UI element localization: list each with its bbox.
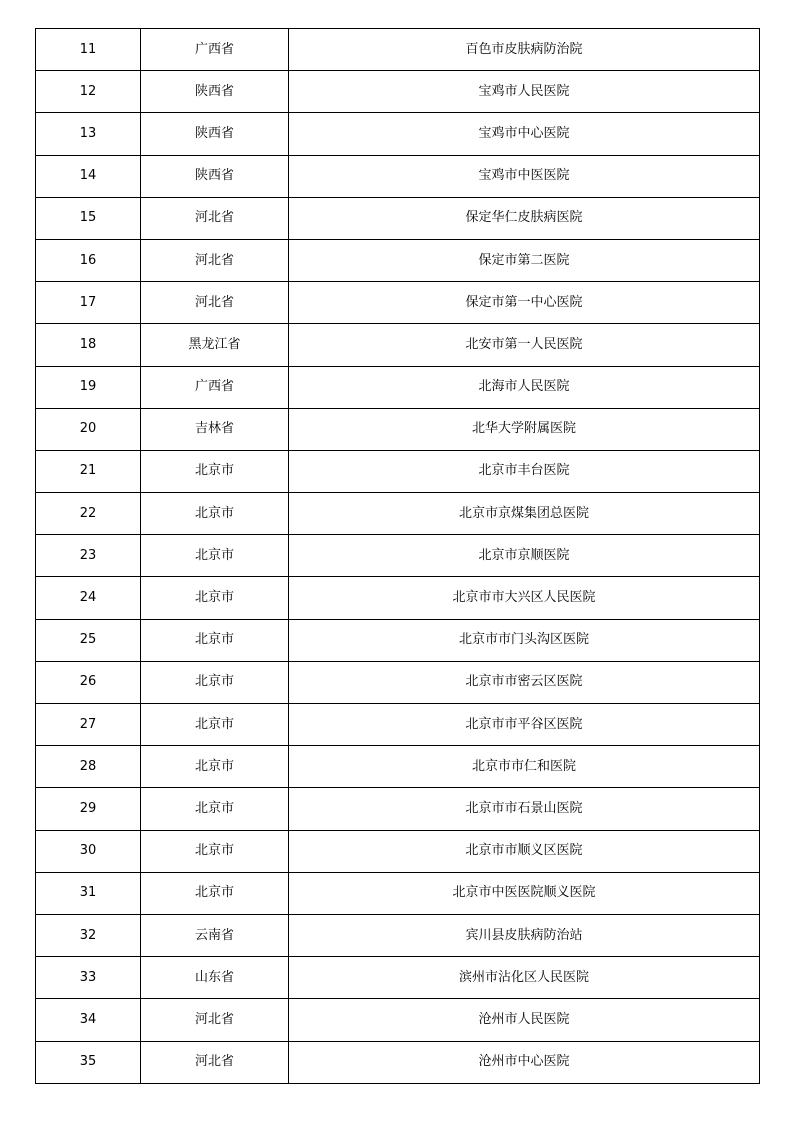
hospital-table <box>35 28 760 1084</box>
row-number-cell: 20 <box>36 408 141 450</box>
table-row <box>36 872 760 914</box>
row-number-cell: 18 <box>36 324 141 366</box>
province-cell: 北京市 <box>141 450 289 492</box>
hospital-name-cell: 保定华仁皮肤病医院 <box>289 197 760 239</box>
table-row <box>36 619 760 661</box>
table-row <box>36 324 760 366</box>
table-row <box>36 704 760 746</box>
row-number-cell: 28 <box>36 746 141 788</box>
table-row <box>36 71 760 113</box>
province-cell: 北京市 <box>141 661 289 703</box>
table-row <box>36 914 760 956</box>
hospital-name-cell: 宝鸡市中医医院 <box>289 155 760 197</box>
province-cell: 北京市 <box>141 493 289 535</box>
province-cell: 陕西省 <box>141 155 289 197</box>
table-row <box>36 408 760 450</box>
row-number-cell: 35 <box>36 1041 141 1083</box>
hospital-name-cell: 宝鸡市中心医院 <box>289 113 760 155</box>
province-cell: 北京市 <box>141 746 289 788</box>
table-row <box>36 746 760 788</box>
table-body <box>36 29 760 1084</box>
table-row <box>36 830 760 872</box>
province-cell: 北京市 <box>141 830 289 872</box>
row-number-cell: 27 <box>36 704 141 746</box>
table-row <box>36 450 760 492</box>
row-number-cell: 30 <box>36 830 141 872</box>
row-number-cell: 34 <box>36 999 141 1041</box>
hospital-name-cell: 沧州市人民医院 <box>289 999 760 1041</box>
hospital-name-cell: 宝鸡市人民医院 <box>289 71 760 113</box>
province-cell: 河北省 <box>141 999 289 1041</box>
province-cell: 北京市 <box>141 619 289 661</box>
row-number-cell: 24 <box>36 577 141 619</box>
table-row <box>36 535 760 577</box>
province-cell: 北京市 <box>141 788 289 830</box>
table-row <box>36 999 760 1041</box>
row-number-cell: 15 <box>36 197 141 239</box>
province-cell: 河北省 <box>141 282 289 324</box>
province-cell: 河北省 <box>141 239 289 281</box>
hospital-name-cell: 北京市市顺义区医院 <box>289 830 760 872</box>
province-cell: 广西省 <box>141 366 289 408</box>
table-row <box>36 282 760 324</box>
row-number-cell: 21 <box>36 450 141 492</box>
hospital-name-cell: 北京市京顺医院 <box>289 535 760 577</box>
province-cell: 山东省 <box>141 957 289 999</box>
province-cell: 广西省 <box>141 29 289 71</box>
table-row <box>36 29 760 71</box>
hospital-name-cell: 北京市丰台医院 <box>289 450 760 492</box>
hospital-name-cell: 北海市人民医院 <box>289 366 760 408</box>
table-row <box>36 577 760 619</box>
row-number-cell: 31 <box>36 872 141 914</box>
table-row <box>36 113 760 155</box>
table-row <box>36 661 760 703</box>
table-row <box>36 1041 760 1083</box>
hospital-name-cell: 宾川县皮肤病防治站 <box>289 914 760 956</box>
province-cell: 云南省 <box>141 914 289 956</box>
hospital-name-cell: 保定市第一中心医院 <box>289 282 760 324</box>
province-cell: 河北省 <box>141 1041 289 1083</box>
province-cell: 河北省 <box>141 197 289 239</box>
hospital-name-cell: 沧州市中心医院 <box>289 1041 760 1083</box>
row-number-cell: 14 <box>36 155 141 197</box>
hospital-name-cell: 北京市市仁和医院 <box>289 746 760 788</box>
hospital-name-cell: 北京市市大兴区人民医院 <box>289 577 760 619</box>
row-number-cell: 22 <box>36 493 141 535</box>
row-number-cell: 12 <box>36 71 141 113</box>
row-number-cell: 32 <box>36 914 141 956</box>
hospital-name-cell: 北华大学附属医院 <box>289 408 760 450</box>
province-cell: 北京市 <box>141 535 289 577</box>
table-row <box>36 366 760 408</box>
province-cell: 吉林省 <box>141 408 289 450</box>
table-row <box>36 197 760 239</box>
province-cell: 北京市 <box>141 872 289 914</box>
table-row <box>36 155 760 197</box>
row-number-cell: 19 <box>36 366 141 408</box>
row-number-cell: 33 <box>36 957 141 999</box>
table-row <box>36 493 760 535</box>
hospital-name-cell: 百色市皮肤病防治院 <box>289 29 760 71</box>
province-cell: 陕西省 <box>141 71 289 113</box>
row-number-cell: 11 <box>36 29 141 71</box>
province-cell: 陕西省 <box>141 113 289 155</box>
hospital-name-cell: 保定市第二医院 <box>289 239 760 281</box>
hospital-name-cell: 北京市市门头沟区医院 <box>289 619 760 661</box>
row-number-cell: 13 <box>36 113 141 155</box>
hospital-name-cell: 北安市第一人民医院 <box>289 324 760 366</box>
province-cell: 北京市 <box>141 704 289 746</box>
province-cell: 黑龙江省 <box>141 324 289 366</box>
hospital-name-cell: 滨州市沾化区人民医院 <box>289 957 760 999</box>
row-number-cell: 17 <box>36 282 141 324</box>
hospital-name-cell: 北京市市密云区医院 <box>289 661 760 703</box>
table-row <box>36 957 760 999</box>
hospital-name-cell: 北京市京煤集团总医院 <box>289 493 760 535</box>
row-number-cell: 29 <box>36 788 141 830</box>
row-number-cell: 25 <box>36 619 141 661</box>
hospital-name-cell: 北京市中医医院顺义医院 <box>289 872 760 914</box>
row-number-cell: 23 <box>36 535 141 577</box>
row-number-cell: 16 <box>36 239 141 281</box>
hospital-name-cell: 北京市市石景山医院 <box>289 788 760 830</box>
hospital-name-cell: 北京市市平谷区医院 <box>289 704 760 746</box>
province-cell: 北京市 <box>141 577 289 619</box>
row-number-cell: 26 <box>36 661 141 703</box>
table-row <box>36 239 760 281</box>
table-row <box>36 788 760 830</box>
